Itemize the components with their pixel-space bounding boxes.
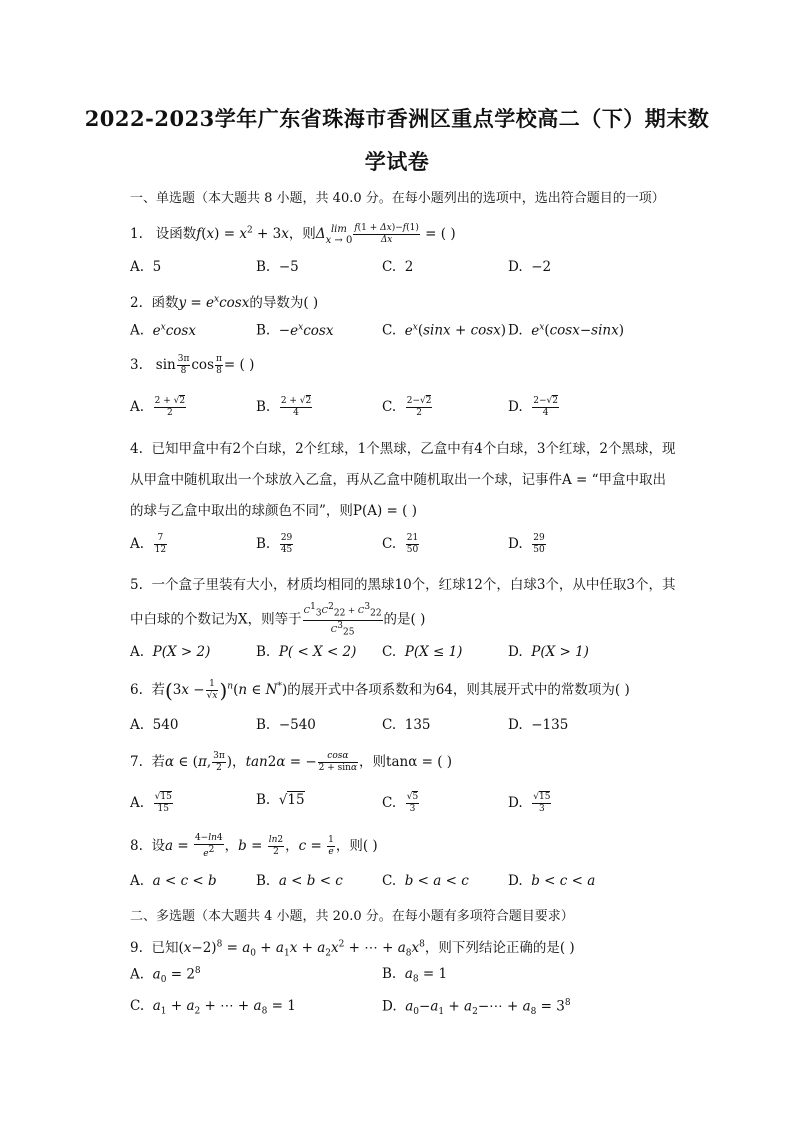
option-a[interactable]: A. 540 [130,717,179,733]
option-d[interactable]: D. b < c < a [508,873,596,889]
question-2: 2. 函数$y = e^x\cos x$的导数为( ) [130,294,319,311]
option-c[interactable]: C. P(X ≤ 1) [382,644,463,660]
option-d[interactable]: D. P(X > 1) [508,644,589,660]
page-title-line1: 2022-2023学年广东省珠海市香洲区重点学校高二（下）期末数 [84,106,710,131]
option-a[interactable]: A. $\frac{7}{12}$ [130,533,167,555]
option-b[interactable]: B. $a_8 = 1$ [382,966,448,985]
section-heading-multiple-choice: 二、多选题（本大题共 4 小题，共 20.0 分。在每小题有多项符合题目要求） [130,909,574,924]
question-6: 6. 若(3x − $\frac{1}{√x}$ )$^n$(n ∈ N*)的展开式中各项系数和为64，则其展开式中的常数项为( ) [130,678,630,703]
option-d[interactable]: D. $\frac{√15}{3}$ [508,792,551,814]
option-c[interactable]: C. 2 [382,259,414,275]
option-d[interactable]: D. $e^x(\cos x-\sin x)$ [508,322,624,339]
option-a[interactable]: A. 5 [130,259,162,275]
question-8-options [130,873,730,897]
option-a[interactable]: A. $e^x\cos x$ [130,322,196,339]
option-d[interactable]: D. −135 [508,717,569,733]
option-b[interactable]: B. a < b < c [256,873,343,889]
option-b[interactable]: B. $-e^x\cos x$ [256,322,334,339]
question-7-options [130,792,730,816]
option-c[interactable]: C. $\frac{√5}{3}$ [382,792,419,814]
question-number: 1. [130,226,143,242]
question-6-options [130,717,730,741]
option-a[interactable]: A. $\frac{√15}{15}$ [130,792,172,814]
question-9: 9. 已知$(x-2)^8 = a_0 + a_1x + a_2x^2$ + ⋯ + $a_8x^8$，则下列结论正确的是( ) [130,939,575,959]
option-d[interactable]: D. $a_0-a_1$ + $a_2-\cdots + a_8 = 3^8$ [382,998,571,1018]
question-9-options-row1 [130,966,730,990]
option-b[interactable]: B. √15 [256,792,305,808]
question-4-line3: 的球与乙盒中取出的球颜色不同”，则P(A) = ( ) [130,503,417,519]
question-5-line2: 中白球的个数记为X，则等于 $\frac{C^1_3C^2_{22} + C^3_{22}}{C^3_{25}}$ 的是( ) [130,602,426,638]
option-a[interactable]: A. $\frac{2 + √2}{2}$ [130,396,186,418]
option-d[interactable]: D. $\frac{29}{50}$ [508,533,545,555]
page-title-line2: 学试卷 [364,149,430,174]
question-3-options [130,396,730,420]
option-c[interactable]: C. $\frac{21}{50}$ [382,533,419,555]
question-5-line1: 5. 一个盒子里装有大小，材质均相同的黑球10个，红球12个，白球3个，从中任取3个，其 [130,577,676,593]
question-5-options [130,644,730,668]
option-d[interactable]: D. −2 [508,259,552,275]
option-b[interactable]: B. −540 [256,717,316,733]
option-a[interactable]: A. P(X > 2) [130,644,211,660]
question-8: 8. 设a = $\frac{4-\ln 4}{e^2}$ ，b = $\frac{\ln 2}{2}$ ，c = $\frac{1}{e}$ ，则( ) [130,833,378,859]
question-4-line1: 4. 已知甲盒中有2个白球，2个红球，1个黑球，乙盒中有4个白球，3个红球，2个黑球，现 [130,441,676,457]
option-c[interactable]: C. $\frac{2-√2}{2}$ [382,396,432,418]
section-heading-single-choice: 一、单选题（本大题共 8 小题，共 40.0 分。在每小题列出的选项中，选出符合题目的一项） [130,191,665,206]
question-4-line2: 从甲盒中随机取出一个球放入乙盒，再从乙盒中随机取出一个球，记事件A = “甲盒中取出 [130,472,667,488]
question-3: 3. sin $\frac{3\pi}{8}$ cos $\frac{\pi}{8}$ = ( ) [130,354,255,376]
question-9-options-row2 [130,998,730,1022]
question-1-options [130,259,730,283]
option-b[interactable]: B. $\frac{29}{45}$ [256,533,293,555]
option-a[interactable]: A. $a_0 = 2^8$ [130,966,201,986]
option-c[interactable]: C. 135 [382,717,431,733]
option-b[interactable]: B. $\frac{2 + √2}{4}$ [256,396,312,418]
option-b[interactable]: B. −5 [256,259,299,275]
question-2-options [130,322,730,346]
option-d[interactable]: D. $\frac{2-√2}{4}$ [508,396,558,418]
option-c[interactable]: C. $e^x(\sin x + \cos x)$ [382,322,507,339]
question-1: 1. 设函数$f(x) = x^2 + 3x$，则Δ lim x → 0 $\frac{f(1 + \Delta x)-f(1)}{\Delta x}$ = ( ) [130,223,456,246]
question-7: 7. 若α ∈ (π, $\frac{3\pi}{2}$ )，tan2α = − $\frac{\cos\alpha}{2 + \sin\alpha}$ ，则tanα = ( ) [130,751,453,773]
option-a[interactable]: A. a < c < b [130,873,217,889]
option-c[interactable]: C. b < a < c [382,873,469,889]
option-c[interactable]: C. $a_1 + a_2$ + ⋯ + $a_8 = 1$ [130,998,296,1017]
option-b[interactable]: B. P( < X < 2) [256,644,357,660]
question-4-options [130,533,730,557]
question-text: 设函数 [155,226,197,242]
